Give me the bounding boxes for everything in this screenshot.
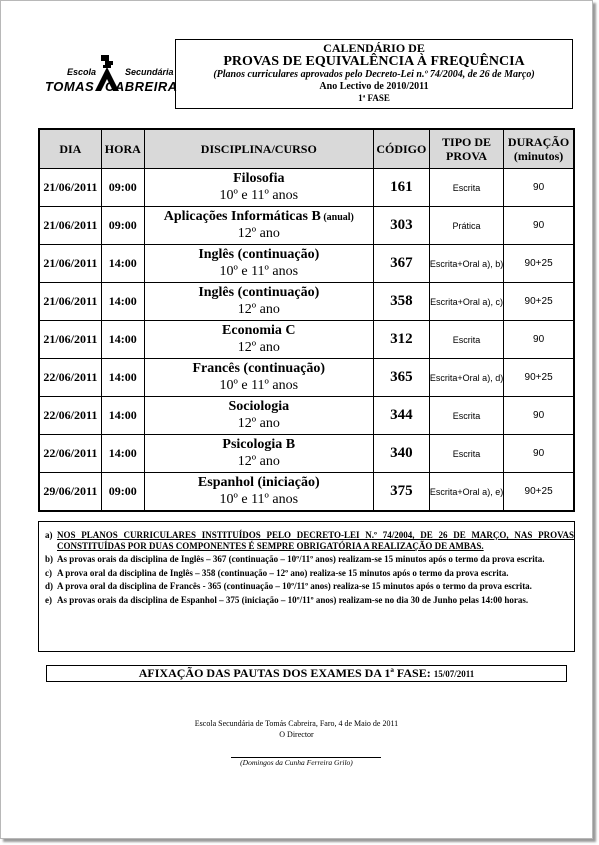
note-item	[39, 568, 574, 579]
cell-exam-type: Escrita+Oral a), e)	[429, 473, 503, 512]
cell-code: 365	[373, 359, 429, 397]
cell-code: 340	[373, 435, 429, 473]
discipline-name: Espanhol (iniciação)	[197, 475, 320, 490]
note-text: A prova oral da disciplina de Inglês – 358 (continuação – 12º ano) realiza-se 15 minutos após o termo da prova escrita.	[57, 567, 509, 578]
cell-date: 21/06/2011	[39, 169, 101, 207]
tipo-header-line1: TIPO DE	[442, 135, 492, 149]
discipline-year: 12º ano	[237, 416, 280, 431]
note-item	[39, 530, 574, 551]
cell-date: 21/06/2011	[39, 283, 101, 321]
table-row	[39, 397, 574, 435]
discipline-name-line	[145, 285, 373, 302]
note-label: a)	[45, 530, 53, 540]
column-header-dia: DIA	[39, 129, 101, 169]
cell-code: 303	[373, 207, 429, 245]
note-item	[39, 595, 574, 606]
header-line1: CALENDÁRIO DE	[323, 41, 425, 55]
header-decree: (Planos curriculares aprovados pelo Decreto-Lei n.º 74/2004, de 26 de Março)	[213, 69, 535, 80]
table-row	[39, 207, 574, 245]
cell-code: 358	[373, 283, 429, 321]
document-title: PROVAS DE EQUIVALÊNCIA À FREQUÊNCIA	[223, 54, 525, 69]
discipline-name: Economia C	[222, 323, 296, 338]
discipline-name: Filosofia	[233, 171, 285, 186]
cell-time: 14:00	[101, 435, 144, 473]
logo-escola-text: Escola	[67, 67, 97, 77]
cell-exam-type: Escrita+Oral a), b)	[429, 245, 503, 283]
discipline-name: Francês (continuação)	[192, 361, 326, 376]
cell-duration: 90+25	[504, 473, 574, 512]
note-label: b)	[45, 554, 54, 564]
cell-exam-type: Escrita	[429, 397, 503, 435]
logo-secundaria-text: Secundária	[125, 67, 174, 77]
cell-duration: 90+25	[504, 245, 574, 283]
cell-discipline	[144, 321, 373, 359]
cell-duration: 90	[504, 397, 574, 435]
cell-discipline	[144, 283, 373, 321]
cell-time: 14:00	[101, 245, 144, 283]
cell-code: 344	[373, 397, 429, 435]
note-label: d)	[45, 581, 54, 591]
discipline-year: 12º ano	[237, 340, 280, 355]
discipline-name: Psicologia B	[222, 437, 296, 452]
discipline-name-line	[145, 437, 373, 454]
cell-exam-type: Escrita+Oral a), d)	[429, 359, 503, 397]
cell-date: 21/06/2011	[39, 245, 101, 283]
discipline-name-line	[145, 323, 373, 340]
afixacao-date: 15/07/2011	[433, 669, 475, 679]
discipline-name-line	[145, 209, 373, 226]
cell-exam-type: Escrita	[429, 321, 503, 359]
discipline-year: 12º ano	[237, 302, 280, 317]
document-header	[175, 39, 573, 109]
note-label: e)	[45, 594, 52, 605]
column-header-codigo: CÓDIGO	[373, 129, 429, 169]
table-row	[39, 283, 574, 321]
cell-exam-type: Escrita	[429, 435, 503, 473]
discipline-name: Sociologia	[228, 399, 290, 414]
cell-discipline	[144, 473, 373, 512]
cell-exam-type: Prática	[429, 207, 503, 245]
discipline-year: 10º e 11º anos	[219, 188, 299, 203]
cell-duration: 90	[504, 321, 574, 359]
table-row	[39, 245, 574, 283]
discipline-name-line	[145, 361, 373, 378]
discipline-name-line	[145, 247, 373, 264]
cell-date: 29/06/2011	[39, 473, 101, 512]
footer-role: O Director	[279, 730, 314, 739]
note-text: As provas orais da disciplina de Inglês – 367 (continuação – 10º/11º anos) realizam-se 15 minutos após o termo da prova escrita.	[57, 554, 545, 564]
cell-exam-type: Escrita	[429, 169, 503, 207]
column-header-duracao	[504, 129, 574, 169]
logo-tomas-text: TOMAS	[45, 79, 95, 94]
header-phase: 1ª FASE	[358, 93, 390, 103]
cell-discipline	[144, 397, 373, 435]
cell-time: 09:00	[101, 169, 144, 207]
tipo-header-line2: PROVA	[445, 149, 488, 163]
column-header-disciplina: DISCIPLINA/CURSO	[144, 129, 373, 169]
cell-date: 22/06/2011	[39, 359, 101, 397]
cell-exam-type: Escrita+Oral a), c)	[429, 283, 503, 321]
table-row	[39, 473, 574, 512]
exam-schedule-table	[38, 128, 575, 512]
table-header-row	[39, 129, 574, 169]
table-row	[39, 169, 574, 207]
cell-code: 367	[373, 245, 429, 283]
afixacao-box	[46, 665, 567, 682]
cell-time: 09:00	[101, 207, 144, 245]
discipline-year: 10º e 11º anos	[219, 264, 299, 279]
logo-cabreira-text: CABREIRA	[105, 79, 178, 94]
cell-date: 21/06/2011	[39, 321, 101, 359]
discipline-name-line	[145, 171, 373, 188]
discipline-name-line	[145, 475, 373, 492]
afixacao-text: AFIXAÇÃO DAS PAUTAS DOS EXAMES DA 1ª FASE:	[138, 666, 434, 680]
discipline-year: 12º ano	[237, 454, 280, 469]
cell-discipline	[144, 245, 373, 283]
duracao-header-line1: DURAÇÃO	[507, 135, 570, 149]
cell-duration: 90	[504, 435, 574, 473]
note-text: NOS PLANOS CURRICULARES INSTITUÍDOS PELO DECRETO-LEI N.º 74/2004, DE 26 DE MARÇO, NAS PROVAS CONSTITUÍDAS POR DUAS COMPONENTES É SEMPRE OBRIGATÓRIA A REALIZAÇÃO DE AMBAS.	[57, 530, 574, 551]
cell-discipline	[144, 435, 373, 473]
table-row	[39, 359, 574, 397]
table-row	[39, 435, 574, 473]
cell-duration: 90	[504, 207, 574, 245]
footer-place-date: Escola Secundária de Tomás Cabreira, Faro, 4 de Maio de 2011	[194, 719, 399, 728]
cell-date: 21/06/2011	[39, 207, 101, 245]
notes-box	[38, 521, 575, 652]
discipline-year: 12º ano	[237, 226, 280, 241]
cell-time: 14:00	[101, 397, 144, 435]
cell-discipline	[144, 359, 373, 397]
cell-date: 22/06/2011	[39, 397, 101, 435]
school-logo	[45, 53, 178, 94]
duracao-header-line2: (minutos)	[513, 149, 564, 163]
cell-duration: 90+25	[504, 359, 574, 397]
table-row	[39, 321, 574, 359]
cell-duration: 90+25	[504, 283, 574, 321]
discipline-name: Inglês (continuação)	[198, 247, 320, 262]
discipline-year: 10º e 11º anos	[219, 378, 299, 393]
discipline-year: 10º e 11º anos	[219, 492, 299, 507]
note-text: A prova oral da disciplina de Francês - 365 (continuação – 10º/11º anos) realiza-se 15 minutos após o termo da prova escrita.	[57, 581, 532, 591]
discipline-note: (anual)	[320, 212, 354, 223]
cell-date: 22/06/2011	[39, 435, 101, 473]
cell-code: 161	[373, 169, 429, 207]
cell-code: 312	[373, 321, 429, 359]
note-item	[39, 554, 574, 565]
discipline-name-line	[145, 399, 373, 416]
cell-discipline	[144, 207, 373, 245]
note-text: As provas orais da disciplina de Espanhol – 375 (iniciação – 10º/11º anos) realizam-se no dia 30 de Junho pelas 14:00 horas.	[57, 594, 529, 605]
column-header-tipo	[429, 129, 503, 169]
cell-time: 14:00	[101, 359, 144, 397]
signature-name: (Domingos da Cunha Ferreira Grilo)	[240, 758, 353, 767]
cell-discipline	[144, 169, 373, 207]
cell-time: 09:00	[101, 473, 144, 512]
cell-code: 375	[373, 473, 429, 512]
cell-time: 14:00	[101, 283, 144, 321]
column-header-hora: HORA	[101, 129, 144, 169]
discipline-name: Aplicações Informáticas B	[163, 209, 321, 224]
note-item	[39, 581, 574, 592]
header-school-year: Ano Lectivo de 2010/2011	[319, 81, 429, 92]
note-label: c)	[45, 567, 52, 578]
cell-duration: 90	[504, 169, 574, 207]
discipline-name: Inglês (continuação)	[198, 285, 320, 300]
cell-time: 14:00	[101, 321, 144, 359]
